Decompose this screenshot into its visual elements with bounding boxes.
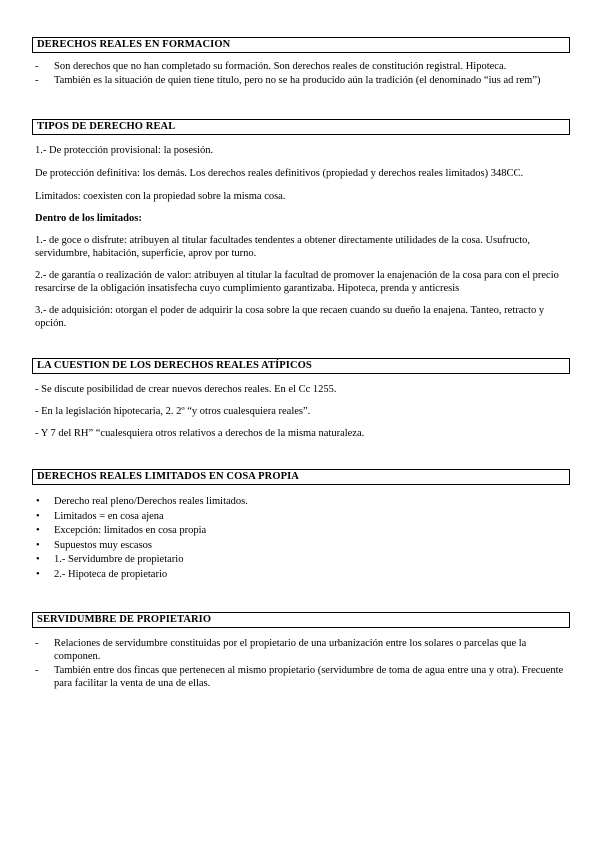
paragraph: 1.- De protección provisional: la posesión.: [35, 145, 214, 156]
list-item: [32, 553, 570, 566]
list-item-text: 1.- Servidumbre de propietario: [54, 554, 184, 565]
paragraph: De protección definitiva: los demás. Los derechos reales definitivos (propiedad y derechos reales limitados) 348CC.: [35, 168, 524, 179]
bullet-marker: •: [36, 496, 40, 507]
list-item: [32, 60, 570, 73]
list-item: [32, 637, 570, 663]
section-derechos-reales-atipicos: [32, 358, 570, 440]
list-item-text: Relaciones de servidumbre constituidas por el propietario de una urbanización entre los solares o parcelas que la componen.: [54, 638, 527, 662]
subheading: Dentro de los limitados:: [35, 213, 142, 224]
paragraph: - En la legislación hipotecaria, 2. 2º “y otros cualesquiera reales”.: [35, 406, 311, 417]
section-heading: DERECHOS REALES EN FORMACION: [32, 37, 570, 53]
list-item: [32, 510, 570, 523]
dash-marker: -: [35, 61, 39, 72]
paragraph: - Y 7 del RH” “cualesquiera otros relativos a derechos de la misma naturaleza.: [35, 428, 365, 439]
bullet-marker: •: [36, 554, 40, 565]
list-item: [32, 539, 570, 552]
dash-marker: -: [35, 665, 39, 676]
list-item: [32, 524, 570, 537]
paragraph: 3.- de adquisición: otorgan el poder de adquirir la cosa sobre la que recaen cuando su dueño la enajena. Tanteo, retracto y opción.: [35, 305, 545, 329]
list-item-text: Supuestos muy escasos: [54, 539, 152, 551]
paragraph: 2.- de garantía o realización de valor: atribuyen al titular la facultad de promover la enajenación de la cosa para con el precio resarcirse de la obligación insatisfecha cuyo cumplimiento garantizaba. Hipoteca, prenda y anticresis: [35, 270, 559, 294]
paragraph: - Se discute posibilidad de crear nuevos derechos reales. En el Cc 1255.: [35, 384, 337, 395]
paragraph: Limitados: coexisten con la propiedad sobre la misma cosa.: [35, 191, 286, 202]
list-item: [32, 74, 570, 87]
dash-list: [32, 637, 570, 690]
section-heading: TIPOS DE DERECHO REAL: [32, 119, 570, 135]
section-derechos-reales-limitados-en-cosa-propia: [32, 469, 570, 582]
section-servidumbre-de-propietario: [32, 612, 570, 691]
section-tipos-de-derecho-real: [32, 119, 570, 330]
dash-list: [32, 60, 570, 87]
section-heading: LA CUESTION DE LOS DERECHOS REALES ATÍPICOS: [32, 358, 570, 374]
bullet-marker: •: [36, 539, 40, 551]
bullet-marker: •: [36, 525, 40, 536]
list-item-text: También entre dos fincas que pertenecen al mismo propietario (servidumbre de toma de agua entre una y otra). Frecuente para facilitar la venta de una de ellas.: [54, 665, 564, 689]
list-item-text: Excepción: limitados en cosa propia: [54, 525, 207, 536]
section-heading: DERECHOS REALES LIMITADOS EN COSA PROPIA: [32, 469, 570, 485]
section-heading: SERVIDUMBRE DE PROPIETARIO: [32, 612, 570, 628]
bullet-marker: •: [36, 568, 40, 580]
list-item-text: Son derechos que no han completado su formación. Son derechos reales de constitución registral. Hipoteca.: [54, 61, 507, 72]
bullet-list: [32, 495, 570, 581]
list-item: [32, 568, 570, 581]
list-item: [32, 495, 570, 508]
list-item-text: Derecho real pleno/Derechos reales limitados.: [54, 496, 248, 507]
list-item-text: 2.- Hipoteca de propietario: [54, 568, 168, 580]
list-item-text: Limitados = en cosa ajena: [54, 510, 164, 522]
list-item: [32, 664, 570, 690]
list-item-text: También es la situación de quien tiene título, pero no se ha producido aún la tradición (el denominado “ius ad rem”): [54, 75, 541, 86]
dash-marker: -: [35, 638, 39, 649]
section-derechos-reales-en-formacion: [32, 37, 570, 88]
paragraph: 1.- de goce o disfrute: atribuyen al titular facultades tendentes a obtener directamente utilidades de la cosa. Usufructo, servidumbre, habitación, superficie, aprov por turno.: [35, 235, 531, 259]
dash-marker: -: [35, 75, 39, 86]
bullet-marker: •: [36, 510, 40, 522]
